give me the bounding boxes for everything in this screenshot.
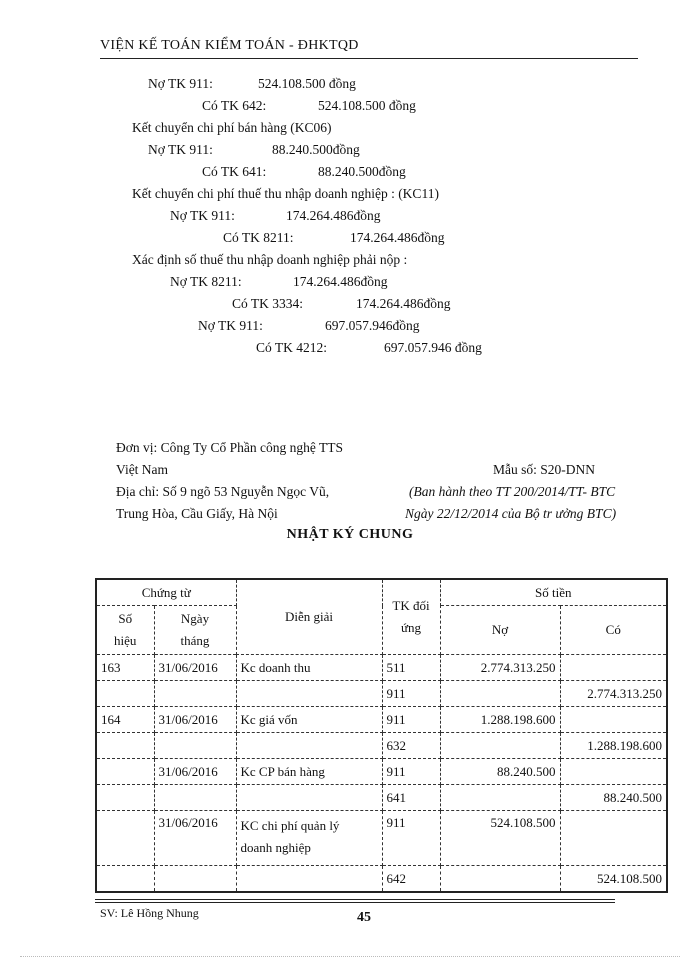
entry-debit-amount: 174.264.486đồng bbox=[293, 274, 388, 289]
table-row bbox=[96, 811, 667, 866]
cell-description bbox=[236, 811, 382, 866]
entry-debit-amount: 88.240.500đồng bbox=[272, 142, 360, 157]
header-date-line1: Ngày bbox=[180, 611, 210, 626]
cell-credit: 524.108.500 bbox=[560, 866, 667, 893]
cell-account: 641 bbox=[382, 785, 440, 811]
page-header-title: VIỆN KẾ TOÁN KIỂM TOÁN - ĐHKTQD bbox=[100, 38, 359, 53]
header-rule bbox=[100, 58, 638, 59]
cell-date bbox=[154, 733, 236, 759]
table-row bbox=[96, 733, 667, 759]
header-account-line1: TK đối bbox=[392, 598, 430, 613]
cell-number bbox=[96, 733, 154, 759]
table-row bbox=[96, 707, 667, 733]
cell-description bbox=[236, 733, 382, 759]
header-date-line2: tháng bbox=[180, 633, 210, 648]
entry-heading: Kết chuyển chi phí bán hàng (KC06) bbox=[132, 120, 332, 135]
cell-account: 911 bbox=[382, 707, 440, 733]
entry-debit-amount: 174.264.486đồng bbox=[286, 208, 381, 223]
cell-number bbox=[96, 866, 154, 893]
entry-credit-label: Có TK 3334: bbox=[232, 296, 304, 311]
page-number: 45 bbox=[357, 910, 371, 925]
header-number-line2: hiệu bbox=[114, 633, 137, 648]
cell-number bbox=[96, 785, 154, 811]
footer-author: SV: Lê Hồng Nhung bbox=[100, 906, 199, 920]
cell-account: 911 bbox=[382, 681, 440, 707]
cell-date: 31/06/2016 bbox=[154, 759, 236, 785]
cell-account: 642 bbox=[382, 866, 440, 893]
cell-debit bbox=[440, 681, 560, 707]
cell-number bbox=[96, 759, 154, 785]
table-row bbox=[96, 655, 667, 681]
cell-credit: 1.288.198.600 bbox=[560, 733, 667, 759]
cell-debit: 1.288.198.600 bbox=[440, 707, 560, 733]
footer-rule bbox=[95, 902, 615, 903]
cell-description bbox=[236, 866, 382, 893]
form-number: Mẫu số: S20-DNN bbox=[493, 462, 596, 477]
cell-description bbox=[236, 785, 382, 811]
entry-debit-label: Nợ TK 911: bbox=[148, 76, 213, 91]
header-account bbox=[382, 579, 440, 655]
cell-credit bbox=[560, 811, 667, 866]
cell-debit bbox=[440, 866, 560, 893]
cell-account: 632 bbox=[382, 733, 440, 759]
table-row bbox=[96, 785, 667, 811]
cell-description: Kc giá vốn bbox=[236, 707, 382, 733]
table-row bbox=[96, 866, 667, 893]
entry-debit-amount: 697.057.946đồng bbox=[325, 318, 420, 333]
journal-title: NHẬT KÝ CHUNG bbox=[286, 527, 414, 542]
cell-account: 511 bbox=[382, 655, 440, 681]
table-row bbox=[96, 759, 667, 785]
cell-number bbox=[96, 811, 154, 866]
cell-date: 31/06/2016 bbox=[154, 811, 236, 866]
decree-date: Ngày 22/12/2014 của Bộ tr ưởng BTC) bbox=[405, 506, 617, 521]
cell-credit bbox=[560, 655, 667, 681]
header-debit: Nợ bbox=[440, 606, 560, 655]
cell-description bbox=[236, 681, 382, 707]
cell-credit: 88.240.500 bbox=[560, 785, 667, 811]
cell-credit bbox=[560, 707, 667, 733]
entry-credit-amount: 697.057.946 đồng bbox=[384, 340, 482, 355]
header-amount: Số tiền bbox=[440, 579, 667, 606]
entry-credit-label: Có TK 642: bbox=[202, 98, 267, 113]
cell-number bbox=[96, 681, 154, 707]
cell-debit: 2.774.313.250 bbox=[440, 655, 560, 681]
entry-credit-label: Có TK 8211: bbox=[223, 230, 294, 245]
cell-debit: 524.108.500 bbox=[440, 811, 560, 866]
cell-account: 911 bbox=[382, 759, 440, 785]
company-address: Địa chỉ: Số 9 ngõ 53 Nguyễn Ngọc Vũ, bbox=[116, 484, 330, 499]
cell-date: 31/06/2016 bbox=[154, 655, 236, 681]
table-header-row bbox=[96, 579, 667, 606]
entry-debit-label: Nợ TK 911: bbox=[198, 318, 263, 333]
entry-debit-label: Nợ TK 911: bbox=[148, 142, 213, 157]
cell-number: 163 bbox=[96, 655, 154, 681]
header-account-line2: ứng bbox=[400, 620, 422, 635]
journal-table bbox=[95, 578, 668, 893]
cell-description-line2: doanh nghiệp bbox=[240, 840, 311, 855]
cell-debit bbox=[440, 785, 560, 811]
cell-date bbox=[154, 866, 236, 893]
cell-description: Kc doanh thu bbox=[236, 655, 382, 681]
cell-date bbox=[154, 681, 236, 707]
header-credit: Có bbox=[560, 606, 667, 655]
entry-debit-amount: 524.108.500 đồng bbox=[258, 76, 356, 91]
entry-credit-label: Có TK 4212: bbox=[256, 340, 328, 355]
cell-credit: 2.774.313.250 bbox=[560, 681, 667, 707]
entry-credit-amount: 174.264.486đồng bbox=[350, 230, 445, 245]
company-unit: Đơn vị: Công Ty Cổ Phần công nghệ TTS bbox=[116, 440, 343, 455]
cell-credit bbox=[560, 759, 667, 785]
header-number-line1: Số bbox=[118, 611, 133, 626]
entry-credit-amount: 88.240.500đồng bbox=[318, 164, 406, 179]
footer-rule bbox=[95, 899, 615, 900]
entry-credit-amount: 174.264.486đồng bbox=[356, 296, 451, 311]
entry-debit-label: Nợ TK 911: bbox=[170, 208, 235, 223]
page-bottom-divider bbox=[20, 956, 680, 957]
entry-credit-amount: 524.108.500 đồng bbox=[318, 98, 416, 113]
company-address-cont: Trung Hòa, Cầu Giấy, Hà Nội bbox=[116, 506, 278, 521]
cell-date bbox=[154, 785, 236, 811]
entry-credit-label: Có TK 641: bbox=[202, 164, 267, 179]
cell-debit bbox=[440, 733, 560, 759]
cell-debit: 88.240.500 bbox=[440, 759, 560, 785]
cell-description: Kc CP bán hàng bbox=[236, 759, 382, 785]
company-unit-cont: Việt Nam bbox=[116, 462, 169, 477]
cell-number: 164 bbox=[96, 707, 154, 733]
header-date bbox=[154, 606, 236, 655]
entry-heading: Xác định số thuế thu nhập doanh nghiệp phải nộp : bbox=[132, 252, 408, 267]
entry-heading: Kết chuyển chi phí thuế thu nhập doanh nghiệp : (KC11) bbox=[132, 186, 439, 201]
header-description: Diễn giải bbox=[236, 579, 382, 655]
cell-description-line1: KC chi phí quản lý bbox=[240, 818, 340, 833]
table-row bbox=[96, 681, 667, 707]
entry-debit-label: Nợ TK 8211: bbox=[170, 274, 242, 289]
decree-reference: (Ban hành theo TT 200/2014/TT- BTC bbox=[409, 484, 616, 499]
cell-date: 31/06/2016 bbox=[154, 707, 236, 733]
cell-account: 911 bbox=[382, 811, 440, 866]
header-number bbox=[96, 606, 154, 655]
header-voucher: Chứng từ bbox=[96, 579, 236, 606]
